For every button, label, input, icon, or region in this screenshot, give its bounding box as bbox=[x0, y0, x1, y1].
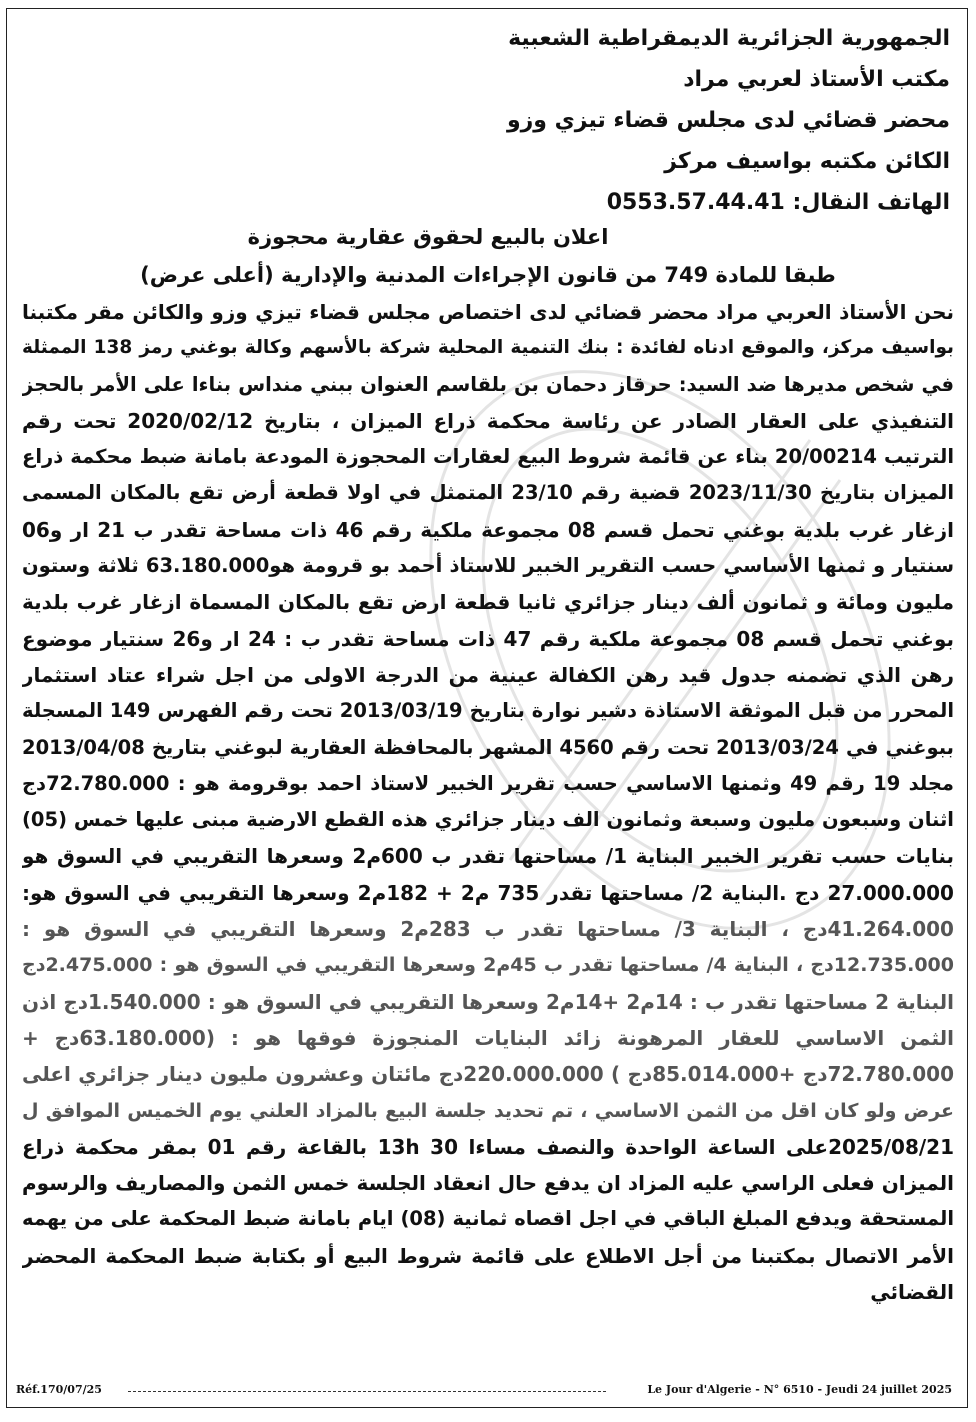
announcement-title: اعلان بالبيع لحقوق عقارية محجوزة bbox=[247, 225, 609, 249]
body-line: ببوغني في 2013/03/24 تحت رقم 4560 المشهر بالمحافظة العقارية لبوغني بتاريخ 2013/04/08 bbox=[22, 735, 954, 759]
footer-divider bbox=[128, 1391, 606, 1392]
announcement-body bbox=[22, 294, 954, 1310]
body-line: مجلد 19 رقم 49 وثمنها الاساسي حسب تقرير الخبير لاستاذ احمد بوقرومة هو : 72.780.000دج bbox=[22, 771, 954, 795]
body-line: مليون ومائة و ثمانون ألف دينار جزائري ثانيا قطعة ارض تقع بالمكان المسماة ازغار غرب بلدية bbox=[22, 590, 954, 615]
phone-number: 0553.57.44.41 bbox=[606, 190, 785, 215]
body-line: بنايات حسب تقرير الخبير البناية 1/ مساحتها تقدر ب 600م2 وسعرها التقريبي في السوق هو bbox=[22, 844, 954, 869]
body-line: 72.780.000دج +85.014.000دج ) 220.000.000دج مائتان وعشرون مليون دينار جزائري اعلى bbox=[22, 1062, 954, 1087]
body-line: القضائي bbox=[870, 1280, 954, 1305]
body-line: ازغار غرب بلدية بوغني تحمل قسم 08 مجموعة ملكية رقم 46 ذات مساحة تقدر ب 21 ار و06 bbox=[22, 517, 954, 542]
phone-label: الهاتف النقال: bbox=[792, 190, 950, 215]
office-address: الكائن مكتبه بواسيف مركز bbox=[664, 149, 950, 174]
body-line: المستحقة ويدفع المبلغ الباقي في اجل اقصاه ثمانية (08) ايام بامانة ضبط المحكمة على من يهمه bbox=[22, 1207, 954, 1231]
republic-name: الجمهورية الجزائرية الديمقراطية الشعبية bbox=[508, 26, 950, 51]
publication-info: Le Jour d'Algerie - N° 6510 - Jeudi 24 juillet 2025 bbox=[647, 1383, 952, 1396]
bailiff-title: محضر قضائي لدى مجلس قضاء تيزي وزو bbox=[506, 108, 950, 133]
body-line: 27.000.000 دج .البناية 2/ مساحتها تقدر 735 م2 + 182م2 وسعرها التقريبي في السوق هو: bbox=[22, 880, 954, 905]
body-line: الميزان بتاريخ 2023/11/30 قضية رقم 23/10 المتمثل في اولا قطعة أرض تقع بالمكان المسمى bbox=[22, 481, 954, 505]
body-line: 41.264.000دج ، البناية 3/ مساحتها تقدر ب 283م2 وسعرها التقريبي في السوق هو : bbox=[22, 917, 954, 942]
body-line: بوغني تحمل قسم 08 مجموعة ملكية رقم 47 ذات مساحة تقدر ب : 24 ار و26 سنتيار موضوع bbox=[22, 626, 954, 651]
body-line: الميزان فعلى الراسي عليه المزاد ان يدفع حال انعقاد الجلسة خمس الثمن والمصاريف والرسوم bbox=[22, 1171, 954, 1196]
body-line: بواسيف مركز، والموقع ادناه لفائدة : بنك التنمية المحلية شركة بالأسهم وكالة بوغني رمز 138 الممثلة bbox=[22, 337, 954, 359]
body-line: التنفيذي على العقار الصادر عن رئاسة محكمة ذراع الميزان ، بتاريخ 2020/02/12 تحت رقم bbox=[22, 408, 954, 433]
bailiff-letterhead bbox=[350, 18, 950, 223]
body-line: الأمر الاتصال بمكتبنا من أجل الاطلاع على قائمة شروط البيع أو بكتابة ضبط المحكمة المحضر bbox=[22, 1243, 954, 1268]
body-line: عرض ولو كان اقل من الثمن الاساسي ، تم تحديد جلسة البيع بالمزاد العلني يوم الخميس الموافق ل bbox=[22, 1099, 954, 1122]
office-name: مكتب الأستاذ لعربي مراد bbox=[683, 67, 950, 92]
body-line: 12.735.000دج ، البناية 4/ مساحتها تقدر ب 45م2 وسعرها التقريبي في السوق هو : 2.475.000دج bbox=[22, 954, 954, 977]
page-footer bbox=[10, 1383, 966, 1403]
reference-number: Réf.170/07/25 bbox=[16, 1383, 102, 1396]
body-line: البناية 2 مساحتها تقدر ب : 14م2 +14م2 وسعرها التقريبي في السوق هو : 1.540.000دج اذن bbox=[22, 989, 954, 1014]
body-line: رهن الذي تضمنه جدول قيد رهن الكفالة عينية من الدرجة الاولى من اجل شراء عتاد استثمار bbox=[22, 662, 954, 687]
body-line: نحن الأستاذ العربي مراد محضر قضائي لدى اختصاص مجلس قضاء تيزي وزو والكائن مقر مكتبنا bbox=[22, 300, 954, 324]
body-line: الترتيب 20/00214 بناء عن قائمة شروط البيع لعقارات المحجوزة المودعة بامانة ضبط محكمة ذراع bbox=[22, 445, 954, 469]
legal-basis-subtitle: طبقا للمادة 749 من قانون الإجراءات المدنية والإدارية (أعلى عرض) bbox=[140, 263, 836, 287]
body-line: 2025/08/21على الساعة الواحدة والنصف مساءا 13h 30 بالقاعة رقم 01 بمقر محكمة ذراع bbox=[22, 1134, 954, 1159]
body-line: في شخص مديرها ضد السيد: حرقاز دحمان بن بلقاسم العنوان ببني منداس بناءا على الأمر بالحجز bbox=[22, 372, 954, 396]
body-line: سنتيار و ثمنها الأساسي حسب التقرير الخبير للاستاذ أحمد بو قرومة هو63.180.000 ثلاثة وستون bbox=[22, 554, 954, 578]
announcement-titles bbox=[20, 218, 956, 294]
body-line: المحرر من قبل الموثقة الاستاذة دشير نوارة بتاريخ 2013/03/19 تحت رقم الفهرس 149 المسجلة bbox=[22, 699, 954, 723]
body-line: الثمن الاساسي للعقار المرهونة زائد البنايات المنجوزة فوقها هو : (63.180.000دج + bbox=[22, 1025, 954, 1050]
body-line: اثنان وسبعون مليون وسبعة وثمانون الف دينار جزائري هذه القطع الارضية مبنى عليها خمس (05) bbox=[22, 808, 954, 832]
phone-line bbox=[350, 182, 950, 223]
